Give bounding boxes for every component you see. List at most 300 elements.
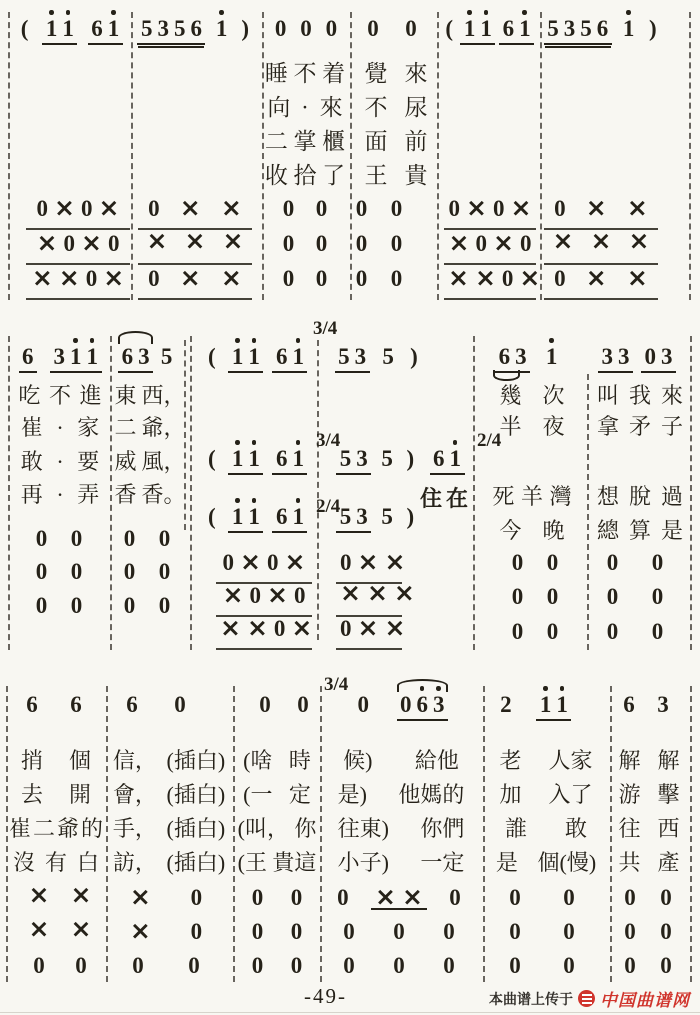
lyric-cell [112,450,188,479]
note-group [508,584,527,610]
strike-mark: × [384,547,406,576]
lyric-text: 拿 [596,414,619,439]
strike-mark: × [184,226,206,255]
note-group [228,446,263,475]
melody-cell [10,692,98,724]
lyric-text: 產 [657,850,680,875]
lyric-text: 向 [267,95,291,120]
note-group [333,885,353,911]
note-char: 1 [478,16,495,42]
note-char: 0 [315,231,328,256]
note-group [442,16,457,42]
lyric-text: (插白) [166,816,226,841]
strike-mark: × [519,263,541,292]
lyric-cell [14,416,106,445]
note-char: 6 [502,16,515,41]
lyric-text: 白 [76,850,99,875]
melody-cell [486,692,582,724]
note-group [619,16,638,42]
lyric-text: 開 [68,782,91,807]
note-char: ( [208,504,216,529]
note-group [445,885,465,911]
lyric-cell [262,163,348,193]
strike-mark: × [448,263,469,292]
note-char: 6 [22,344,34,369]
note-group [445,228,536,257]
note-char: 1 [543,344,560,370]
note-group [354,692,373,718]
strike-mark: × [340,578,361,607]
note-char: 3 [431,692,448,718]
lyric-text: 次 [542,383,565,408]
note-char: 5 [580,16,592,41]
lyric-cell [108,851,230,880]
melody-cell [590,584,680,616]
melody-cell [112,593,182,625]
lyric-text: 一定 [420,850,465,875]
note-char: 0 [158,559,171,584]
lyric-text: 是 [660,518,683,543]
lyric-text: 是) [337,782,367,807]
strike-mark: × [375,882,396,911]
note-group [352,266,372,292]
note-char: 0 [546,584,559,609]
note-group [25,914,54,943]
lyric-text: 崔 [8,816,31,841]
note-char: 6 [275,446,288,471]
percussion-cell [488,885,596,915]
note-char: 0 [251,953,264,978]
note-char: 0 [293,583,306,608]
lyric-cell [592,485,688,514]
lyric-text: 幾 [499,383,522,408]
note-char: 0 [70,559,83,584]
note-group [217,263,246,292]
strike-mark: × [220,613,241,642]
lyric-text: 不 [293,61,317,86]
note-char: 3 [138,344,150,369]
melody-cell [112,526,182,558]
note-group [238,16,253,42]
strike-mark: × [590,226,612,255]
lyric-text: 時 [288,748,311,773]
note-char: 0 [107,231,120,256]
percussion-cell [612,919,684,949]
note-group [67,880,96,909]
lyric-cell [8,817,104,846]
note-group [623,263,652,292]
strike-mark: × [36,228,58,257]
note-char: 3 [618,344,630,369]
note-char: 1 [246,344,263,370]
note-group [28,263,128,292]
note-char: 0 [563,885,575,910]
lyric-text: 個(慢) [537,850,597,875]
note-group [23,692,42,718]
lyric-text: · [301,95,309,120]
note-char: 0 [624,885,636,910]
lyric-text: 香 [114,482,137,507]
note-group [387,196,407,222]
lyric-text: 貴這 [272,850,317,875]
melody-cell [116,344,178,376]
note-char: 0 [81,196,93,221]
lyric-cell [235,783,319,812]
note-group [439,919,459,945]
percussion-cell [18,953,102,983]
barline [690,686,692,982]
note-group [505,919,525,945]
note-group [67,526,86,552]
note-group [312,196,332,222]
lyric-cell [486,783,606,812]
lyric-text: 爺 [56,816,79,841]
note-char: 0 [85,266,98,291]
lyric-cell [486,749,606,778]
lyric-cell [356,129,436,159]
melody-cell [200,344,312,376]
lyric-text: 小子) [337,850,389,875]
lyric-text: (王 [237,850,267,875]
lyric-text: 敢 [20,449,43,474]
note-char: 0 [606,550,619,575]
melody-cell [354,16,430,48]
note-group [336,504,371,533]
note-char: 0 [563,919,575,944]
note-char: 0 [660,953,672,978]
note-group [248,919,268,945]
note-char: 0 [282,196,295,221]
note-group [402,16,421,42]
lyric-text: 了 [322,163,346,188]
note-char: 0 [509,919,521,944]
melody-cell [500,584,570,616]
percussion-cell [272,266,338,296]
strike-mark: × [585,193,607,222]
percussion-cell [544,226,658,265]
note-char: 1 [246,446,263,472]
lyric-text: 二 [114,415,137,440]
note-group [126,916,155,945]
lyric-text: 夜 [542,414,565,439]
note-group [144,196,164,222]
note-group [387,231,407,257]
note-group [536,692,571,721]
note-group [137,16,205,45]
note-char: 3 [657,692,669,717]
percussion-cell [544,263,658,300]
note-char: 0 [355,266,368,291]
lyric-text: 半 [499,414,522,439]
note-group [543,550,562,576]
note-char: 0 [606,584,619,609]
page-number: -49- [304,984,347,1008]
melody-cell [500,619,570,651]
note-char: 6 [623,692,635,717]
percussion-cell [26,193,130,230]
note-char: 0 [190,885,203,910]
lyric-cell [356,95,436,125]
note-group [656,885,676,911]
note-group [656,953,676,979]
lyric-text: 矛 [628,414,651,439]
note-char: 0 [123,559,136,584]
percussion-cell [272,231,338,261]
note-char: 3 [661,344,673,369]
lyric-text: 往 [618,816,641,841]
note-char: 1 [290,446,307,472]
note-group [559,885,579,911]
note-group [228,344,263,373]
note-char: 0 [35,559,48,584]
note-group [120,559,139,585]
strike-mark: × [401,882,423,911]
strike-mark: × [240,547,261,576]
lyric-cell [235,851,319,880]
barline [483,686,485,982]
note-char: 0 [390,231,403,256]
strike-mark: × [246,613,268,642]
note-group [322,16,341,42]
lyric-text: (叫， [237,816,289,841]
note-group [378,446,397,472]
percussion-cell [444,228,536,265]
lyric-text: 要 [77,449,100,474]
note-char: 0 [343,919,355,944]
note-group [33,228,124,257]
melody-cell [424,446,470,478]
percussion-cell [444,193,536,230]
note-group [50,344,102,373]
time-signature: 2/4 [316,496,341,517]
strike-mark: × [129,882,151,911]
barline [131,12,133,300]
strike-mark: × [220,193,242,222]
note-char: 0 [357,692,369,717]
barline [317,340,319,640]
lyric-text: 訪， [112,850,157,875]
percussion-cell [216,547,312,584]
strike-mark: × [366,578,388,607]
note-group [176,193,205,222]
note-char: 0 [75,953,87,978]
melody-cell [540,16,664,48]
note-group [32,559,51,585]
lyric-text: 脫 [628,484,651,509]
lyric-cell [610,817,688,846]
note-group [205,446,220,472]
lyric-text: 崔 [20,415,43,440]
note-group [508,550,527,576]
note-group [126,882,155,911]
watermark-site-name: 中国曲谱网 [600,991,690,1010]
strike-mark: × [31,263,53,292]
note-group [389,919,409,945]
lyric-text: 睡 [264,61,288,86]
note-char: 0 [554,266,566,291]
lyric-cell [262,129,348,159]
note-char: 0 [158,593,171,618]
melody-cell [12,344,108,376]
note-char: 0 [393,919,405,944]
lyric-cell [610,851,688,880]
time-signature: 2/4 [477,430,502,451]
barline [190,336,192,650]
melody-cell [268,16,344,48]
lyric-text: 過 [660,484,683,509]
note-char: 6 [596,16,609,41]
note-group [279,196,299,222]
note-char: 0 [259,692,271,717]
note-char: 1 [537,692,554,718]
note-char: 2 [500,692,512,717]
lyric-text: 掌 [293,129,317,154]
note-group [176,263,205,292]
strike-mark: × [552,226,574,255]
strike-mark: × [28,880,50,909]
note-group [352,231,372,257]
note-group [397,692,449,721]
lyric-cell [8,783,104,812]
strike-mark: × [58,263,80,292]
note-char: 0 [367,16,379,41]
lyric-text: 你 [294,816,317,841]
note-group [336,578,419,607]
lyric-text: 不 [48,383,71,408]
strike-mark: × [448,228,470,257]
note-group [646,16,661,42]
note-group [67,559,86,585]
lyric-cell [112,416,188,445]
lyric-text: 尿 [404,95,428,120]
note-char: 0 [300,16,312,41]
lyric-text: 香。 [141,482,186,507]
note-group [157,344,176,370]
melody-cell [24,593,94,625]
note-char: 0 [443,919,455,944]
lyric-cell [322,817,480,846]
note-char: 0 [251,885,264,910]
lyric-text: 沒 [12,850,35,875]
lyric-text: 我 [628,383,651,408]
note-char: 5 [339,504,352,529]
lyric-cell [356,163,436,193]
note-group [549,226,578,255]
note-group [120,526,139,552]
lyric-text: 敢 [564,816,587,841]
note-char: 5 [381,446,393,471]
note-char: 5 [339,446,352,471]
percussion-cell [488,953,596,983]
note-char: ) [410,344,418,369]
note-group [29,953,49,979]
percussion-cell [488,919,596,949]
note-group [389,953,409,979]
note-char: 1 [84,344,101,370]
strike-mark: × [146,226,168,255]
melody-cell [594,344,680,376]
lyric-cell [592,519,688,548]
lyric-text: 候) [343,748,373,773]
note-char: 3 [53,344,65,369]
note-group [620,692,639,718]
note-group [598,344,633,373]
lyric-text: 游 [618,782,641,807]
note-char: 5 [382,344,394,369]
note-char: 1 [229,344,246,370]
note-char: 3 [157,16,169,41]
note-group [272,446,307,475]
melody-cell [500,550,570,582]
note-char: 5 [381,504,393,529]
melody-cell [200,446,312,478]
percussion-cell [216,580,312,617]
percussion-cell [238,953,316,983]
note-group [335,344,370,373]
note-char: 1 [229,446,246,472]
melody-cell [134,16,256,48]
lyric-text: 給他 [414,748,459,773]
note-char: 0 [624,953,636,978]
note-char: 0 [123,526,136,551]
percussion-cell [344,196,414,226]
note-char: 0 [400,692,412,717]
note-char: 0 [443,953,455,978]
note-char: 0 [158,526,171,551]
lyric-text: 的 [80,816,103,841]
note-char: 0 [251,919,264,944]
note-group [294,692,313,718]
lyric-text: 手， [112,816,157,841]
note-char: 0 [501,266,514,291]
note-group [279,231,299,257]
note-char: 0 [660,885,672,910]
note-group [212,16,231,42]
melody-cell [200,504,312,536]
lyric-text: 覺 [364,61,388,86]
lyric-text: 是 [495,850,518,875]
percussion-cell [324,882,474,915]
note-char: 0 [355,231,368,256]
note-group [439,953,459,979]
note-char: 6 [121,344,134,369]
note-group [623,193,652,222]
note-char: 0 [475,231,487,256]
note-group [271,16,290,42]
lyric-text: 個 [68,748,91,773]
lyric-text: 二 [264,129,288,154]
lyric-cell [8,851,104,880]
note-group [495,344,530,373]
lyric-text: 前 [404,129,428,154]
strike-mark: × [284,547,306,576]
lyric-text: 子 [660,414,683,439]
lyric-cell [486,817,606,846]
lyric-text: 會， [112,782,157,807]
barline [690,336,692,650]
note-group [620,953,640,979]
strike-mark: × [28,914,50,943]
note-char: 6 [414,692,431,718]
note-group [603,550,622,576]
note-group [123,692,142,718]
percussion-cell [110,953,222,983]
note-group [387,266,407,292]
strike-mark: × [384,613,406,642]
lyric-text: 不 [364,95,388,120]
note-char: 0 [35,526,48,551]
strike-mark: × [626,263,648,292]
